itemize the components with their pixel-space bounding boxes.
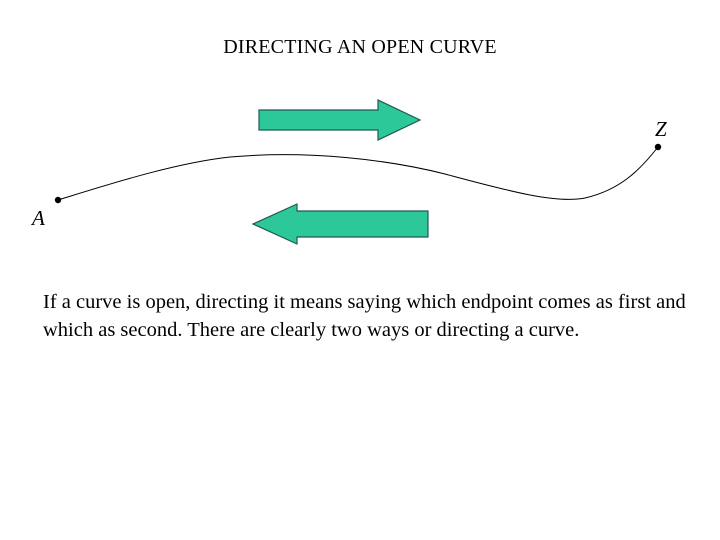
- open-curve: [58, 147, 658, 200]
- page-title: DIRECTING AN OPEN CURVE: [223, 36, 497, 58]
- left-arrow-icon: [253, 204, 428, 244]
- endpoint-z-label: Z: [655, 117, 667, 141]
- endpoint-z-dot: [655, 144, 661, 150]
- explanation-paragraph: If a curve is open, directing it means saying which endpoint comes as first and which as second. There are clearly two ways or directing a curve.: [43, 291, 686, 341]
- endpoint-a-label: A: [32, 206, 45, 230]
- right-arrow-icon: [259, 100, 420, 140]
- endpoint-a-dot: [55, 197, 61, 203]
